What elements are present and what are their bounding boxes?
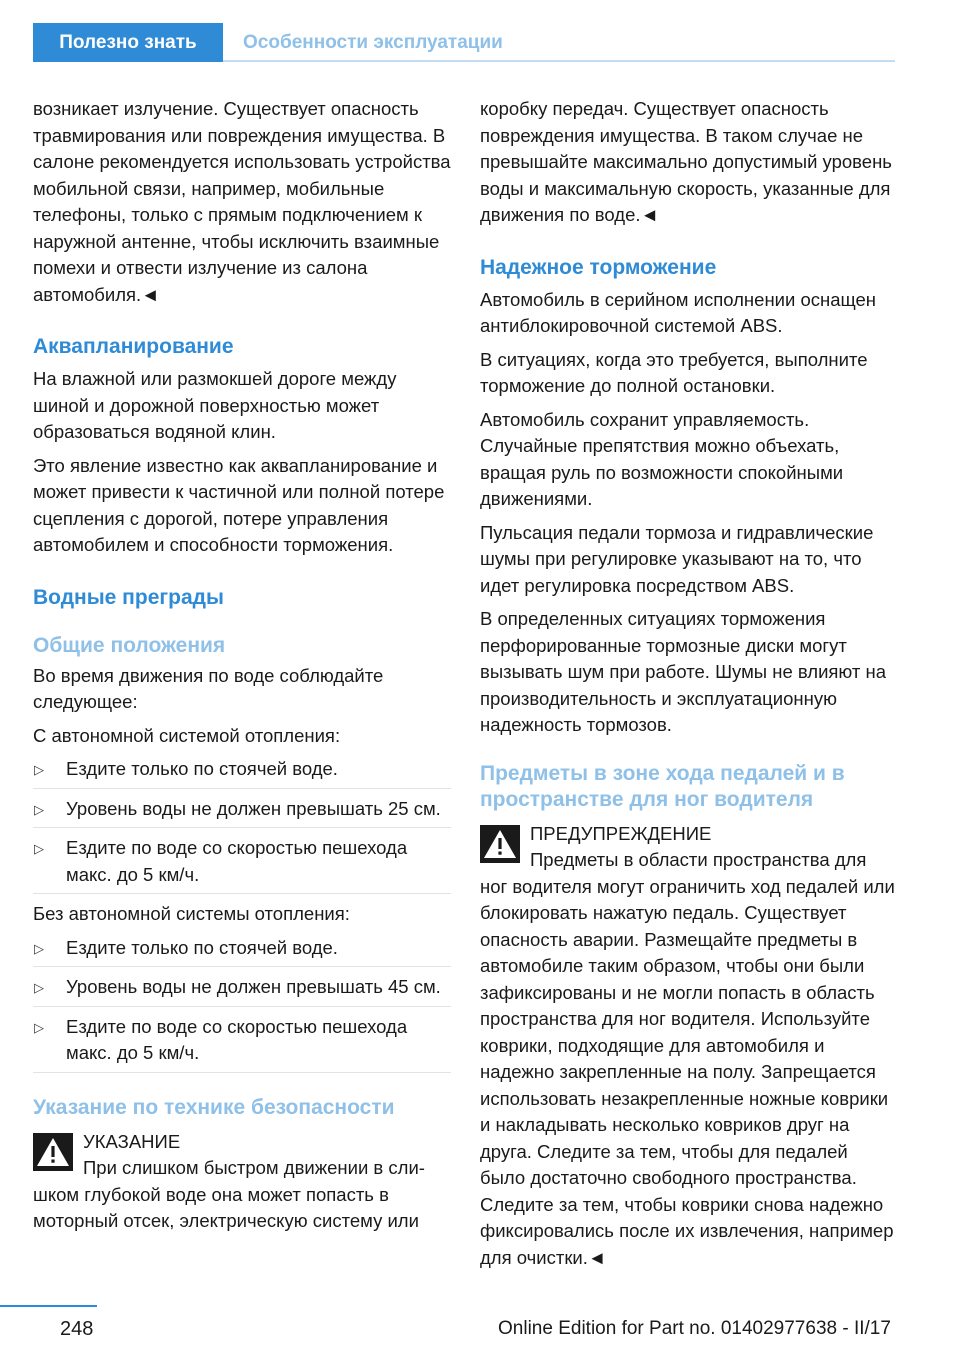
braking-paragraph-3: Автомобиль сохранит управляемость. Случайные препятствия можно объехать, вращая руль по возможности спокойными движениями. — [480, 408, 844, 509]
warning-triangle-icon — [480, 825, 520, 863]
intro-paragraph: возникает излучение. Существует опасность травмирования или повреждения имущества. В салоне рекомендуется использовать устройства мобильной связи, например, мобильные телефоны, только с прямым подключением к наружной антенне, чтобы исключить взаимные помехи и отвести излучение из салона автомобиля.◄ — [33, 98, 451, 305]
with-heater-list — [33, 756, 451, 894]
heading-water-obstacles: Водные преграды — [33, 585, 224, 609]
braking-paragraph-5: В определенных ситуациях торможения перфорированные тормозные диски могут вызывать шум при работе. Шумы не влияют на производительность и эксплуатационную надежность тормозов. — [480, 608, 887, 735]
list-item: ▷ Ездите только по стоячей воде. — [33, 935, 451, 968]
notice-text: шком глубокой воде она может попасть в моторный отсек, электрическую систему или — [33, 1183, 419, 1231]
list-item: ▷ Уровень воды не должен превышать 45 см. — [33, 974, 451, 1007]
heading-aquaplaning: Аквапланирование — [33, 335, 234, 358]
list-item: ▷ Ездите по воде со скоростью пешехода макс. до 5 км/ч. — [33, 1014, 451, 1073]
braking-paragraph-1: Автомобиль в серийном исполнении оснащен антиблокировочной системой ABS. — [480, 288, 877, 336]
without-heater-list — [33, 935, 451, 1073]
page-number: 248 — [60, 1318, 94, 1340]
notice-title: УКАЗАНИЕ — [83, 1130, 181, 1152]
section-tab[interactable]: Особенности эксплуатации — [243, 31, 503, 53]
braking-paragraph-2: В ситуациях, когда это требуется, выполните торможение до полной остановки. — [480, 348, 868, 396]
braking-paragraph-4: Пульсация педали тормоза и гидравлические шумы при регулировке указывают на то, что идет регулировка посредством ABS. — [480, 521, 874, 596]
left-column — [33, 96, 451, 1235]
heading-general: Общие положения — [33, 633, 226, 657]
triangle-bullet-icon: ▷ — [34, 841, 44, 856]
warning-box — [480, 821, 898, 1272]
without-heater-label: Без автономной системы отопления: — [33, 903, 350, 924]
warning-first-line: Предметы в области пространства для — [530, 849, 867, 870]
page-header — [0, 0, 960, 62]
list-item: ▷ Ездите по воде со скоростью пешехода макс. до 5 км/ч. — [33, 835, 451, 894]
warning-title: ПРЕДУПРЕЖДЕНИЕ — [530, 822, 712, 844]
heading-braking: Надежное торможение — [480, 255, 717, 279]
header-rule — [223, 60, 895, 62]
heading-objects-pedals: Предметы в зоне хода педалей и в пространстве для ног водителя — [480, 761, 845, 811]
list-item: ▷ Ездите только по стоячей воде. — [33, 756, 451, 789]
with-heater-label: С автономной системой отопления: — [33, 724, 341, 746]
footer-rule — [0, 1305, 97, 1307]
triangle-bullet-icon: ▷ — [34, 801, 44, 817]
notice-first-line: При слишком быстром движении в сли- — [83, 1157, 425, 1178]
triangle-bullet-icon: ▷ — [34, 980, 44, 995]
triangle-bullet-icon: ▷ — [34, 940, 44, 956]
continued-paragraph: коробку передач. Существует опасность повреждения имущества. В таком случае не превышайте максимально допустимый уровень воды и максимальную скорость, указанные для движения по воде.◄ — [480, 98, 892, 225]
heading-safety-note: Указание по технике безопасности — [33, 1095, 395, 1119]
right-column — [480, 96, 898, 1271]
list-item: ▷ Уровень воды не должен превышать 25 см. — [33, 796, 451, 829]
warning-text: ног водителя могут ограничить ход педалей или блокировать нажатую педаль. Существует опасность аварии. Размещайте предметы в автомобиле таким образом, чтобы они были зафиксированы и не могли попасть в область пространства для ног водителя. Используйте коврики, подходящие для автомобиля и надежно закрепленные на полу. Запрещается использовать незакрепленные ножные коврики и накладывать несколько ковриков друг на друга. Следите за тем, чтобы для педалей было достаточно свободного пространства. Следите за тем, чтобы коврики снова надежно фиксировались после их извлечения, например для очистки.◄ — [480, 875, 895, 1268]
general-paragraph: Во время движения по воде соблюдайте следующее: — [33, 664, 384, 712]
edition-info: Online Edition for Part no. 01402977638 - II/17 — [498, 1318, 891, 1339]
warning-triangle-icon — [33, 1133, 73, 1171]
aquaplaning-paragraph-2: Это явление известно как аквапланирование и может привести к частичной или полной потере сцепления с дорогой, потере управления автомобилем и способности торможения. — [33, 454, 445, 555]
chapter-tab[interactable]: Полезно знать — [33, 23, 223, 62]
aquaplaning-paragraph-1: На влажной или размокшей дороге между шиной и дорожной поверхностью может образоваться водяной клин. — [33, 368, 397, 442]
triangle-bullet-icon: ▷ — [34, 1019, 44, 1035]
notice-box — [33, 1129, 451, 1235]
triangle-bullet-icon: ▷ — [34, 762, 44, 777]
